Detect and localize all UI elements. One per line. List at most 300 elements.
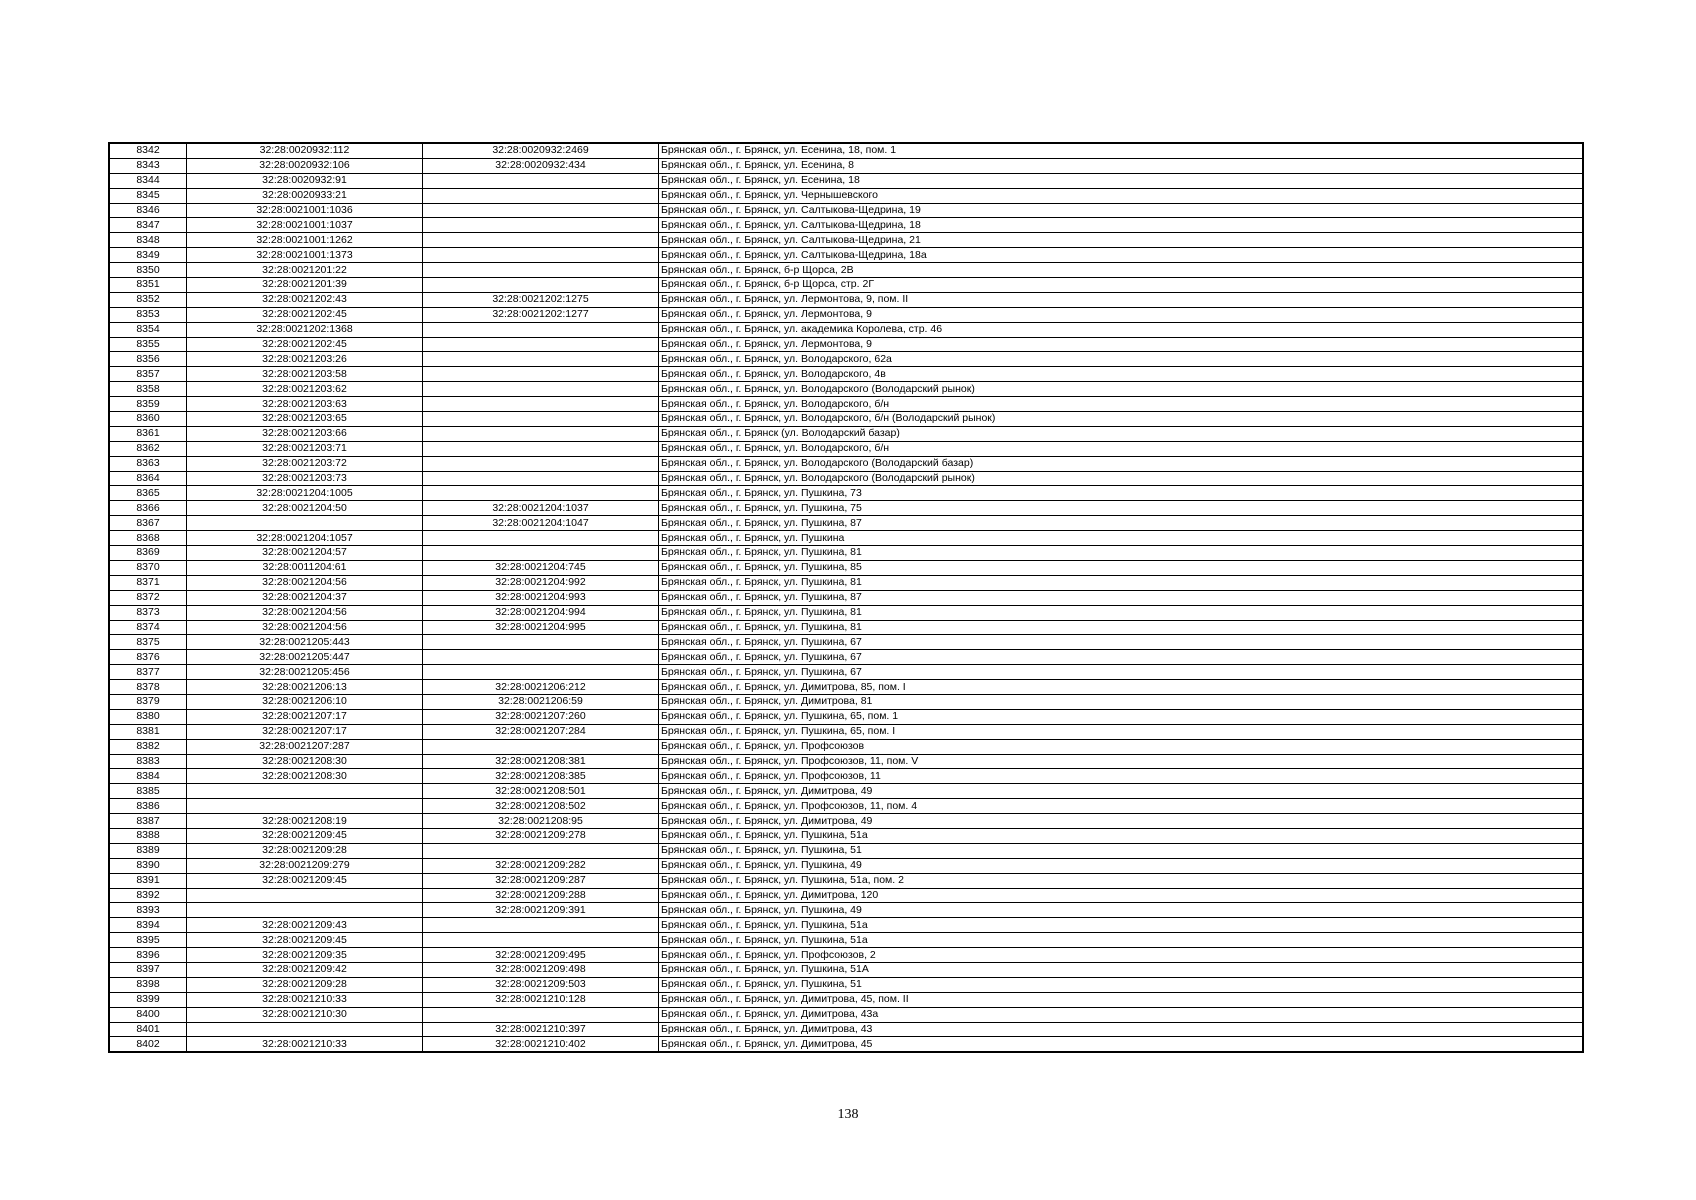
building-cadastral-number-cell [423, 441, 659, 456]
row-number-cell: 8342 [110, 144, 187, 159]
cadastral-number-cell: 32:28:0011204:61 [187, 560, 423, 575]
row-number-cell: 8372 [110, 590, 187, 605]
row-number-cell: 8394 [110, 918, 187, 933]
row-number-cell: 8359 [110, 397, 187, 412]
table-row [110, 546, 1583, 561]
table-row [110, 263, 1583, 278]
table-row [110, 769, 1583, 784]
cadastral-number-cell: 32:28:0021203:63 [187, 397, 423, 412]
cadastral-number-cell [187, 1022, 423, 1037]
building-cadastral-number-cell [423, 739, 659, 754]
building-cadastral-number-cell: 32:28:0021207:260 [423, 709, 659, 724]
cadastral-number-cell: 32:28:0021204:57 [187, 546, 423, 561]
table-row [110, 799, 1583, 814]
address-cell: Брянская обл., г. Брянск, ул. Володарского (Володарский рынок) [659, 382, 1583, 397]
building-cadastral-number-cell [423, 263, 659, 278]
cadastral-number-cell: 32:28:0021001:1037 [187, 218, 423, 233]
row-number-cell: 8364 [110, 471, 187, 486]
table-row [110, 382, 1583, 397]
address-cell: Брянская обл., г. Брянск, ул. Димитрова, 49 [659, 784, 1583, 799]
table-row [110, 218, 1583, 233]
table-row [110, 709, 1583, 724]
address-cell: Брянская обл., г. Брянск, ул. Салтыкова-Щедрина, 21 [659, 233, 1583, 248]
building-cadastral-number-cell [423, 650, 659, 665]
row-number-cell: 8395 [110, 933, 187, 948]
table-row [110, 352, 1583, 367]
building-cadastral-number-cell: 32:28:0021209:503 [423, 977, 659, 992]
page-number: 138 [837, 1107, 859, 1122]
registry-table [109, 143, 1583, 1052]
table-row [110, 650, 1583, 665]
table-row [110, 992, 1583, 1007]
cadastral-number-cell: 32:28:0021204:1005 [187, 486, 423, 501]
cadastral-number-cell: 32:28:0021202:1368 [187, 322, 423, 337]
table-row [110, 784, 1583, 799]
row-number-cell: 8347 [110, 218, 187, 233]
row-number-cell: 8374 [110, 620, 187, 635]
table-row [110, 843, 1583, 858]
address-cell: Брянская обл., г. Брянск, ул. Пушкина, 49 [659, 903, 1583, 918]
row-number-cell: 8362 [110, 441, 187, 456]
table-row [110, 560, 1583, 575]
address-cell: Брянская обл., г. Брянск, ул. Пушкина, 81 [659, 605, 1583, 620]
table-row [110, 680, 1583, 695]
row-number-cell: 8344 [110, 173, 187, 188]
building-cadastral-number-cell: 32:28:0021202:1275 [423, 292, 659, 307]
cadastral-number-cell: 32:28:0020932:112 [187, 144, 423, 159]
cadastral-number-cell: 32:28:0021205:456 [187, 665, 423, 680]
table-row [110, 203, 1583, 218]
building-cadastral-number-cell: 32:28:0021209:278 [423, 828, 659, 843]
table-row [110, 933, 1583, 948]
address-cell: Брянская обл., г. Брянск, ул. Пушкина, 67 [659, 665, 1583, 680]
row-number-cell: 8369 [110, 546, 187, 561]
building-cadastral-number-cell [423, 635, 659, 650]
row-number-cell: 8370 [110, 560, 187, 575]
address-cell: Брянская обл., г. Брянск, ул. Лермонтова, 9, пом. II [659, 292, 1583, 307]
cadastral-number-cell: 32:28:0021001:1262 [187, 233, 423, 248]
building-cadastral-number-cell: 32:28:0021207:284 [423, 724, 659, 739]
address-cell: Брянская обл., г. Брянск, ул. Пушкина, 51а [659, 828, 1583, 843]
address-cell: Брянская обл., г. Брянск, ул. Пушкина, 51а [659, 918, 1583, 933]
row-number-cell: 8387 [110, 814, 187, 829]
table-row [110, 471, 1583, 486]
row-number-cell: 8396 [110, 948, 187, 963]
row-number-cell: 8356 [110, 352, 187, 367]
building-cadastral-number-cell: 32:28:0021206:212 [423, 680, 659, 695]
cadastral-number-cell: 32:28:0021209:45 [187, 873, 423, 888]
building-cadastral-number-cell [423, 933, 659, 948]
table-row [110, 233, 1583, 248]
cadastral-number-cell: 32:28:0021001:1373 [187, 248, 423, 263]
building-cadastral-number-cell: 32:28:0021210:128 [423, 992, 659, 1007]
cadastral-number-cell: 32:28:0021207:17 [187, 724, 423, 739]
table-row [110, 531, 1583, 546]
building-cadastral-number-cell: 32:28:0021204:995 [423, 620, 659, 635]
row-number-cell: 8378 [110, 680, 187, 695]
building-cadastral-number-cell [423, 352, 659, 367]
building-cadastral-number-cell: 32:28:0021204:1037 [423, 501, 659, 516]
row-number-cell: 8397 [110, 962, 187, 977]
table-row [110, 412, 1583, 427]
cadastral-number-cell: 32:28:0021210:30 [187, 1007, 423, 1022]
address-cell: Брянская обл., г. Брянск, ул. Димитрова, 120 [659, 888, 1583, 903]
cadastral-number-cell: 32:28:0021208:19 [187, 814, 423, 829]
cadastral-number-cell: 32:28:0021208:30 [187, 754, 423, 769]
cadastral-number-cell: 32:28:0020932:91 [187, 173, 423, 188]
address-cell: Брянская обл., г. Брянск, ул. Профсоюзов, 11 [659, 769, 1583, 784]
cadastral-number-cell [187, 799, 423, 814]
building-cadastral-number-cell: 32:28:0021209:495 [423, 948, 659, 963]
address-cell: Брянская обл., г. Брянск, ул. Профсоюзов, 11, пом. V [659, 754, 1583, 769]
address-cell: Брянская обл., г. Брянск, ул. Димитрова, 45 [659, 1037, 1583, 1052]
address-cell: Брянская обл., г. Брянск, ул. Пушкина, 51 [659, 977, 1583, 992]
building-cadastral-number-cell [423, 203, 659, 218]
row-number-cell: 8380 [110, 709, 187, 724]
table-row [110, 694, 1583, 709]
row-number-cell: 8351 [110, 278, 187, 293]
cadastral-number-cell: 32:28:0021203:73 [187, 471, 423, 486]
cadastral-number-cell: 32:28:0021207:17 [187, 709, 423, 724]
cadastral-number-cell: 32:28:0021203:66 [187, 426, 423, 441]
table-row [110, 367, 1583, 382]
cadastral-number-cell: 32:28:0021210:33 [187, 1037, 423, 1052]
building-cadastral-number-cell: 32:28:0021209:288 [423, 888, 659, 903]
building-cadastral-number-cell [423, 322, 659, 337]
table-row [110, 739, 1583, 754]
cadastral-number-cell: 32:28:0021209:28 [187, 977, 423, 992]
address-cell: Брянская обл., г. Брянск, ул. Володарского, 62а [659, 352, 1583, 367]
row-number-cell: 8400 [110, 1007, 187, 1022]
table-row [110, 292, 1583, 307]
row-number-cell: 8383 [110, 754, 187, 769]
building-cadastral-number-cell [423, 188, 659, 203]
building-cadastral-number-cell [423, 412, 659, 427]
building-cadastral-number-cell: 32:28:0021209:498 [423, 962, 659, 977]
cadastral-number-cell: 32:28:0021209:45 [187, 933, 423, 948]
address-cell: Брянская обл., г. Брянск, ул. Пушкина, 81 [659, 575, 1583, 590]
cadastral-number-cell: 32:28:0021203:65 [187, 412, 423, 427]
building-cadastral-number-cell: 32:28:0021208:502 [423, 799, 659, 814]
building-cadastral-number-cell [423, 367, 659, 382]
cadastral-number-cell: 32:28:0021203:72 [187, 456, 423, 471]
address-cell: Брянская обл., г. Брянск, ул. Пушкина, 65, пом. I [659, 724, 1583, 739]
row-number-cell: 8388 [110, 828, 187, 843]
table-row [110, 441, 1583, 456]
address-cell: Брянская обл., г. Брянск, б-р Щорса, 2В [659, 263, 1583, 278]
row-number-cell: 8379 [110, 694, 187, 709]
row-number-cell: 8390 [110, 858, 187, 873]
address-cell: Брянская обл., г. Брянск, ул. Пушкина, 51А [659, 962, 1583, 977]
address-cell: Брянская обл., г. Брянск, ул. Володарского, б/н [659, 397, 1583, 412]
row-number-cell: 8365 [110, 486, 187, 501]
row-number-cell: 8373 [110, 605, 187, 620]
building-cadastral-number-cell [423, 397, 659, 412]
address-cell: Брянская обл., г. Брянск, ул. Димитрова, 49 [659, 814, 1583, 829]
cadastral-number-cell: 32:28:0021209:35 [187, 948, 423, 963]
row-number-cell: 8343 [110, 158, 187, 173]
building-cadastral-number-cell: 32:28:0021209:287 [423, 873, 659, 888]
table-row [110, 1007, 1583, 1022]
address-cell: Брянская обл., г. Брянск, ул. Пушкина, 51 [659, 843, 1583, 858]
address-cell: Брянская обл., г. Брянск, ул. Пушкина, 67 [659, 650, 1583, 665]
cadastral-number-cell: 32:28:0021203:26 [187, 352, 423, 367]
building-cadastral-number-cell [423, 471, 659, 486]
cadastral-number-cell: 32:28:0021204:37 [187, 590, 423, 605]
building-cadastral-number-cell: 32:28:0021204:994 [423, 605, 659, 620]
row-number-cell: 8353 [110, 307, 187, 322]
building-cadastral-number-cell: 32:28:0021204:993 [423, 590, 659, 605]
building-cadastral-number-cell: 32:28:0021208:381 [423, 754, 659, 769]
table-row [110, 397, 1583, 412]
building-cadastral-number-cell [423, 233, 659, 248]
cadastral-number-cell: 32:28:0021209:279 [187, 858, 423, 873]
cadastral-number-cell: 32:28:0021207:287 [187, 739, 423, 754]
table-row [110, 665, 1583, 680]
building-cadastral-number-cell [423, 843, 659, 858]
cadastral-number-cell: 32:28:0021203:71 [187, 441, 423, 456]
table-row [110, 814, 1583, 829]
building-cadastral-number-cell: 32:28:0020932:2469 [423, 144, 659, 159]
cadastral-number-cell: 32:28:0020933:21 [187, 188, 423, 203]
address-cell: Брянская обл., г. Брянск, ул. Пушкина, 65, пом. 1 [659, 709, 1583, 724]
building-cadastral-number-cell [423, 337, 659, 352]
row-number-cell: 8376 [110, 650, 187, 665]
row-number-cell: 8377 [110, 665, 187, 680]
cadastral-number-cell: 32:28:0021206:13 [187, 680, 423, 695]
address-cell: Брянская обл., г. Брянск, ул. Володарского (Володарский рынок) [659, 471, 1583, 486]
row-number-cell: 8368 [110, 531, 187, 546]
address-cell: Брянская обл., г. Брянск, ул. Профсоюзов, 2 [659, 948, 1583, 963]
cadastral-number-cell [187, 903, 423, 918]
table-row [110, 307, 1583, 322]
row-number-cell: 8350 [110, 263, 187, 278]
row-number-cell: 8367 [110, 516, 187, 531]
row-number-cell: 8384 [110, 769, 187, 784]
address-cell: Брянская обл., г. Брянск, ул. Салтыкова-Щедрина, 19 [659, 203, 1583, 218]
cadastral-number-cell: 32:28:0021208:30 [187, 769, 423, 784]
address-cell: Брянская обл., г. Брянск, ул. Пушкина, 75 [659, 501, 1583, 516]
address-cell: Брянская обл., г. Брянск, ул. Есенина, 18, пом. 1 [659, 144, 1583, 159]
cadastral-number-cell [187, 516, 423, 531]
cadastral-number-cell: 32:28:0021202:45 [187, 307, 423, 322]
cadastral-number-cell: 32:28:0021202:43 [187, 292, 423, 307]
row-number-cell: 8345 [110, 188, 187, 203]
building-cadastral-number-cell [423, 918, 659, 933]
address-cell: Брянская обл., г. Брянск, ул. Профсоюзов [659, 739, 1583, 754]
address-cell: Брянская обл., г. Брянск, ул. Пушкина, 85 [659, 560, 1583, 575]
row-number-cell: 8401 [110, 1022, 187, 1037]
building-cadastral-number-cell: 32:28:0021209:391 [423, 903, 659, 918]
table-row [110, 754, 1583, 769]
building-cadastral-number-cell: 32:28:0021204:992 [423, 575, 659, 590]
address-cell: Брянская обл., г. Брянск, ул. Димитрова, 45, пом. II [659, 992, 1583, 1007]
address-cell: Брянская обл., г. Брянск, ул. Димитрова, 43 [659, 1022, 1583, 1037]
row-number-cell: 8346 [110, 203, 187, 218]
row-number-cell: 8385 [110, 784, 187, 799]
table-row [110, 620, 1583, 635]
row-number-cell: 8348 [110, 233, 187, 248]
row-number-cell: 8398 [110, 977, 187, 992]
cadastral-number-cell: 32:28:0021201:39 [187, 278, 423, 293]
row-number-cell: 8402 [110, 1037, 187, 1052]
row-number-cell: 8386 [110, 799, 187, 814]
building-cadastral-number-cell [423, 456, 659, 471]
building-cadastral-number-cell [423, 546, 659, 561]
row-number-cell: 8392 [110, 888, 187, 903]
table-row [110, 903, 1583, 918]
address-cell: Брянская обл., г. Брянск, ул. Лермонтова, 9 [659, 307, 1583, 322]
building-cadastral-number-cell [423, 531, 659, 546]
building-cadastral-number-cell: 32:28:0021208:95 [423, 814, 659, 829]
table-row [110, 873, 1583, 888]
building-cadastral-number-cell: 32:28:0021209:282 [423, 858, 659, 873]
building-cadastral-number-cell [423, 382, 659, 397]
address-cell: Брянская обл., г. Брянск, б-р Щорса, стр. 2Г [659, 278, 1583, 293]
row-number-cell: 8349 [110, 248, 187, 263]
cadastral-number-cell: 32:28:0021204:56 [187, 605, 423, 620]
address-cell: Брянская обл., г. Брянск, ул. Профсоюзов, 11, пом. 4 [659, 799, 1583, 814]
address-cell: Брянская обл., г. Брянск, ул. Пушкина, 87 [659, 590, 1583, 605]
table-row [110, 188, 1583, 203]
row-number-cell: 8361 [110, 426, 187, 441]
building-cadastral-number-cell [423, 173, 659, 188]
cadastral-number-cell: 32:28:0021204:56 [187, 575, 423, 590]
table-row [110, 501, 1583, 516]
building-cadastral-number-cell: 32:28:0021204:1047 [423, 516, 659, 531]
cadastral-number-cell: 32:28:0021209:42 [187, 962, 423, 977]
address-cell: Брянская обл., г. Брянск, ул. Пушкина [659, 531, 1583, 546]
address-cell: Брянская обл., г. Брянск, ул. Пушкина, 51а [659, 933, 1583, 948]
cadastral-number-cell: 32:28:0020932:106 [187, 158, 423, 173]
building-cadastral-number-cell: 32:28:0021202:1277 [423, 307, 659, 322]
table-row [110, 337, 1583, 352]
building-cadastral-number-cell: 32:28:0021210:397 [423, 1022, 659, 1037]
table-row [110, 278, 1583, 293]
row-number-cell: 8381 [110, 724, 187, 739]
cadastral-number-cell: 32:28:0021203:58 [187, 367, 423, 382]
table-row [110, 724, 1583, 739]
address-cell: Брянская обл., г. Брянск, ул. Салтыкова-Щедрина, 18а [659, 248, 1583, 263]
address-cell: Брянская обл., г. Брянск, ул. Пушкина, 87 [659, 516, 1583, 531]
row-number-cell: 8393 [110, 903, 187, 918]
cadastral-number-cell: 32:28:0021209:43 [187, 918, 423, 933]
cadastral-number-cell: 32:28:0021204:56 [187, 620, 423, 635]
building-cadastral-number-cell [423, 278, 659, 293]
cadastral-number-cell: 32:28:0021206:10 [187, 694, 423, 709]
table-row [110, 962, 1583, 977]
building-cadastral-number-cell: 32:28:0021210:402 [423, 1037, 659, 1052]
table-row [110, 516, 1583, 531]
table-row [110, 575, 1583, 590]
row-number-cell: 8358 [110, 382, 187, 397]
table-row [110, 1037, 1583, 1052]
building-cadastral-number-cell: 32:28:0021208:501 [423, 784, 659, 799]
address-cell: Брянская обл., г. Брянск, ул. Володарского, 4в [659, 367, 1583, 382]
registry-table-body [110, 144, 1583, 1052]
table-row [110, 888, 1583, 903]
address-cell: Брянская обл., г. Брянск, ул. Володарского, б/н [659, 441, 1583, 456]
table-row [110, 1022, 1583, 1037]
address-cell: Брянская обл., г. Брянск, ул. Пушкина, 49 [659, 858, 1583, 873]
row-number-cell: 8389 [110, 843, 187, 858]
address-cell: Брянская обл., г. Брянск, ул. Пушкина, 51а, пом. 2 [659, 873, 1583, 888]
row-number-cell: 8371 [110, 575, 187, 590]
cadastral-number-cell: 32:28:0021205:443 [187, 635, 423, 650]
table-row [110, 426, 1583, 441]
row-number-cell: 8360 [110, 412, 187, 427]
cadastral-number-cell: 32:28:0021209:28 [187, 843, 423, 858]
cadastral-number-cell [187, 888, 423, 903]
row-number-cell: 8399 [110, 992, 187, 1007]
address-cell: Брянская обл., г. Брянск, ул. Лермонтова, 9 [659, 337, 1583, 352]
cadastral-number-cell: 32:28:0021203:62 [187, 382, 423, 397]
building-cadastral-number-cell [423, 426, 659, 441]
address-cell: Брянская обл., г. Брянск, ул. Пушкина, 67 [659, 635, 1583, 650]
cadastral-number-cell: 32:28:0021201:22 [187, 263, 423, 278]
table-row [110, 173, 1583, 188]
building-cadastral-number-cell [423, 665, 659, 680]
row-number-cell: 8391 [110, 873, 187, 888]
cadastral-number-cell [187, 784, 423, 799]
table-row [110, 456, 1583, 471]
cadastral-number-cell: 32:28:0021204:1057 [187, 531, 423, 546]
row-number-cell: 8355 [110, 337, 187, 352]
address-cell: Брянская обл., г. Брянск, ул. Пушкина, 73 [659, 486, 1583, 501]
building-cadastral-number-cell [423, 248, 659, 263]
cadastral-number-cell: 32:28:0021205:447 [187, 650, 423, 665]
address-cell: Брянская обл., г. Брянск, ул. Пушкина, 81 [659, 546, 1583, 561]
address-cell: Брянская обл., г. Брянск, ул. Есенина, 8 [659, 158, 1583, 173]
table-row [110, 918, 1583, 933]
table-row [110, 977, 1583, 992]
address-cell: Брянская обл., г. Брянск, ул. Есенина, 18 [659, 173, 1583, 188]
row-number-cell: 8363 [110, 456, 187, 471]
address-cell: Брянская обл., г. Брянск, ул. Пушкина, 81 [659, 620, 1583, 635]
building-cadastral-number-cell [423, 218, 659, 233]
table-row [110, 486, 1583, 501]
cadastral-number-cell: 32:28:0021204:50 [187, 501, 423, 516]
table-row [110, 144, 1583, 159]
address-cell: Брянская обл., г. Брянск, ул. Володарского, б/н (Володарский рынок) [659, 412, 1583, 427]
address-cell: Брянская обл., г. Брянск, ул. Димитрова, 81 [659, 694, 1583, 709]
cadastral-number-cell: 32:28:0021210:33 [187, 992, 423, 1007]
table-row [110, 605, 1583, 620]
row-number-cell: 8375 [110, 635, 187, 650]
table-row [110, 858, 1583, 873]
row-number-cell: 8366 [110, 501, 187, 516]
address-cell: Брянская обл., г. Брянск, ул. Володарского (Володарский базар) [659, 456, 1583, 471]
address-cell: Брянская обл., г. Брянск (ул. Володарский базар) [659, 426, 1583, 441]
table-row [110, 635, 1583, 650]
address-cell: Брянская обл., г. Брянск, ул. Димитрова, 43а [659, 1007, 1583, 1022]
building-cadastral-number-cell: 32:28:0021208:385 [423, 769, 659, 784]
row-number-cell: 8352 [110, 292, 187, 307]
address-cell: Брянская обл., г. Брянск, ул. Салтыкова-Щедрина, 18 [659, 218, 1583, 233]
address-cell: Брянская обл., г. Брянск, ул. Чернышевского [659, 188, 1583, 203]
building-cadastral-number-cell [423, 1007, 659, 1022]
table-row [110, 828, 1583, 843]
table-row [110, 590, 1583, 605]
cadastral-number-cell: 32:28:0021202:45 [187, 337, 423, 352]
cadastral-number-cell: 32:28:0021001:1036 [187, 203, 423, 218]
building-cadastral-number-cell: 32:28:0021206:59 [423, 694, 659, 709]
row-number-cell: 8382 [110, 739, 187, 754]
row-number-cell: 8354 [110, 322, 187, 337]
row-number-cell: 8357 [110, 367, 187, 382]
address-cell: Брянская обл., г. Брянск, ул. академика Королева, стр. 46 [659, 322, 1583, 337]
cadastral-number-cell: 32:28:0021209:45 [187, 828, 423, 843]
